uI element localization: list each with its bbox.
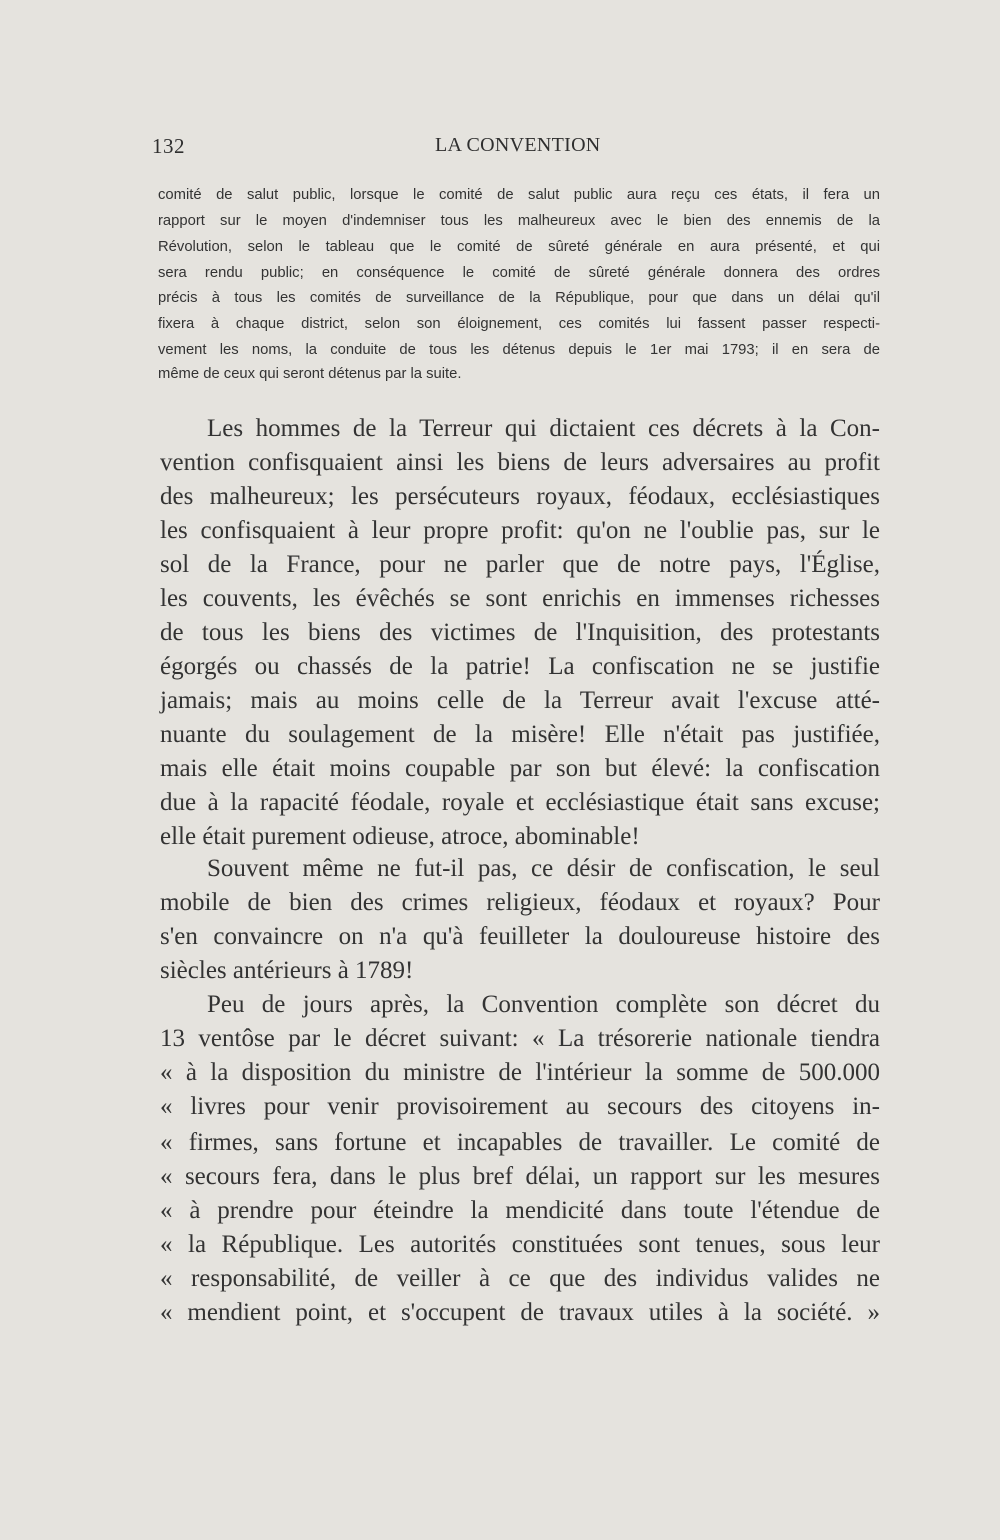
running-title: LA CONVENTION: [435, 134, 601, 156]
decree-line: fixera à chaque district, selon son éloignement, ces comités lui fassent passer respecti-: [158, 316, 880, 332]
page-number: 132: [152, 134, 185, 158]
body-line: siècles antérieurs à 1789!: [160, 957, 414, 984]
body-line: « à la disposition du ministre de l'intérieur la somme de 500.000: [160, 1059, 880, 1086]
decree-line: sera rendu public; en conséquence le comité de sûreté générale donnera des ordres: [158, 265, 880, 281]
body-line: mobile de bien des crimes religieux, féodaux et royaux? Pour: [160, 889, 880, 916]
body-line: « à prendre pour éteindre la mendicité dans toute l'étendue de: [160, 1197, 880, 1224]
body-line: Souvent même ne fut-il pas, ce désir de confiscation, le seul: [207, 855, 880, 882]
body-line: sol de la France, pour ne parler que de notre pays, l'Église,: [160, 551, 880, 578]
decree-line: rapport sur le moyen d'indemniser tous les malheureux avec le bien des ennemis de la: [158, 213, 880, 229]
body-line: « livres pour venir provisoirement au secours des citoyens in-: [160, 1093, 880, 1120]
decree-line: même de ceux qui seront détenus par la suite.: [158, 366, 462, 382]
body-line: « mendient point, et s'occupent de travaux utiles à la société. »: [160, 1299, 880, 1326]
body-line: « secours fera, dans le plus bref délai, un rapport sur les mesures: [160, 1163, 880, 1190]
decree-line: comité de salut public, lorsque le comité de salut public aura reçu ces états, il fera un: [158, 187, 880, 203]
body-line: « la République. Les autorités constituées sont tenues, sous leur: [160, 1231, 880, 1258]
decree-line: précis à tous les comités de surveillance de la République, pour que dans un délai qu'il: [158, 290, 880, 306]
body-line: nuante du soulagement de la misère! Elle n'était pas justifiée,: [160, 721, 880, 748]
decree-line: Révolution, selon le tableau que le comité de sûreté générale en aura présenté, et qui: [158, 239, 880, 255]
body-line: due à la rapacité féodale, royale et ecclésiastique était sans excuse;: [160, 789, 880, 816]
body-line: « firmes, sans fortune et incapables de travailler. Le comité de: [160, 1129, 880, 1156]
decree-line: vement les noms, la conduite de tous les détenus depuis le 1er mai 1793; il en sera de: [158, 342, 880, 358]
body-line: 13 ventôse par le décret suivant: « La trésorerie nationale tiendra: [160, 1025, 880, 1052]
body-line: vention confisquaient ainsi les biens de leurs adversaires au profit: [160, 449, 880, 476]
body-line: « responsabilité, de veiller à ce que des individus valides ne: [160, 1265, 880, 1292]
body-line: égorgés ou chassés de la patrie! La confiscation ne se justifie: [160, 653, 880, 680]
body-line: elle était purement odieuse, atroce, abominable!: [160, 823, 640, 850]
body-line: Les hommes de la Terreur qui dictaient ces décrets à la Con-: [207, 415, 880, 442]
body-line: s'en convaincre on n'a qu'à feuilleter la douloureuse histoire des: [160, 923, 880, 950]
body-line: jamais; mais au moins celle de la Terreur avait l'excuse atté-: [160, 687, 880, 714]
body-line: les confisquaient à leur propre profit: qu'on ne l'oublie pas, sur le: [160, 517, 880, 544]
body-line: mais elle était moins coupable par son but élevé: la confiscation: [160, 755, 880, 782]
body-line: des malheureux; les persécuteurs royaux, féodaux, ecclésiastiques: [160, 483, 880, 510]
body-line: Peu de jours après, la Convention complète son décret du: [207, 991, 880, 1018]
body-line: de tous les biens des victimes de l'Inquisition, des protestants: [160, 619, 880, 646]
body-line: les couvents, les évêchés se sont enrichis en immenses richesses: [160, 585, 880, 612]
